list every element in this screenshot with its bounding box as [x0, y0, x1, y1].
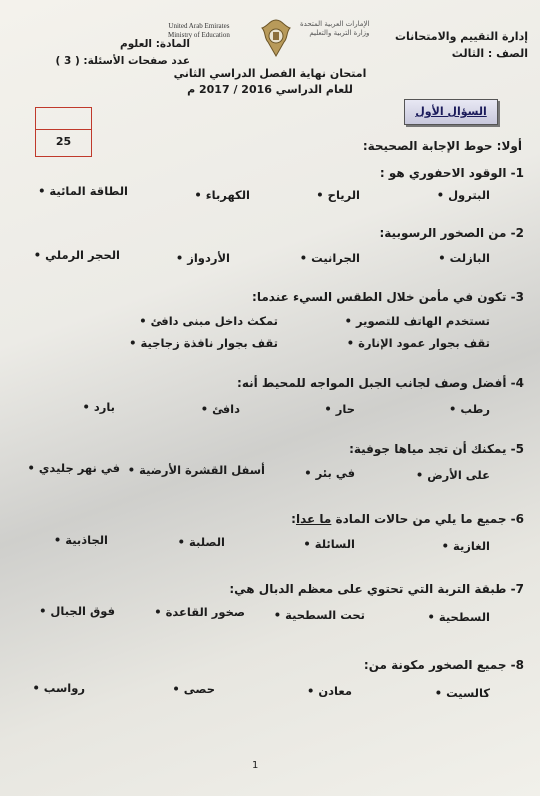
q6-option[interactable]: الغازية •	[442, 539, 490, 553]
q4-option[interactable]: دافئ •	[201, 402, 240, 416]
q8-option[interactable]: حصى •	[172, 682, 215, 696]
q2-option[interactable]: الحجر الرملي •	[34, 248, 120, 262]
q1-option[interactable]: الكهرباء •	[194, 188, 250, 202]
subject-label: المادة: العلوم	[120, 38, 190, 50]
q3-option[interactable]: تستخدم الهاتف للتصوير •	[345, 314, 490, 328]
q4-option[interactable]: حار •	[324, 402, 355, 416]
question-2: 2- من الصخور الرسوبية:	[379, 226, 524, 240]
page-count-label: عدد صفحات الأسئلة: ( 3 )	[55, 55, 190, 67]
instruction: أولا: حوط الإجابة الصحيحة:	[362, 139, 522, 153]
q2-option[interactable]: الأردواز •	[176, 251, 230, 265]
q1-option[interactable]: الطاقة المائية •	[38, 184, 128, 198]
question-6: 6- جميع ما يلي من حالات المادة ما عدا:	[291, 512, 524, 526]
q1-option[interactable]: الرياح •	[316, 188, 360, 202]
q5-option[interactable]: على الأرض •	[416, 468, 490, 482]
q3-option[interactable]: تقف بجوار نافذة زجاجية •	[129, 336, 278, 350]
q2-option[interactable]: البازلت •	[438, 251, 490, 265]
q7-option[interactable]: السطحية •	[428, 610, 490, 624]
score-value: 25	[55, 135, 72, 148]
q7-option[interactable]: تحت السطحية •	[274, 608, 365, 622]
question-8: 8- جميع الصخور مكونة من:	[363, 658, 524, 672]
q6-option[interactable]: الصلبة •	[178, 535, 225, 549]
department-label: إدارة التقييم والامتحانات	[394, 30, 528, 43]
score-box	[35, 107, 92, 157]
q5-option[interactable]: أسفل القشرة الأرضية •	[128, 463, 265, 477]
q3-option[interactable]: تمكث داخل مبنى دافئ •	[139, 314, 278, 328]
uae-emblem-icon	[256, 16, 296, 60]
q4-option[interactable]: رطب •	[449, 402, 490, 416]
question-3: 3- تكون في مأمن خلال الطقس السيء عندما:	[252, 290, 524, 304]
ministry-english: United Arab Emirates Ministry of Education	[168, 22, 230, 39]
q2-option[interactable]: الجرانيت •	[300, 251, 360, 265]
q4-option[interactable]: بارد •	[82, 400, 115, 414]
section-title: السؤال الأول	[415, 105, 487, 118]
question-7: 7- طبقة التربة التي تحتوي على معظم الدبال هي:	[229, 582, 524, 596]
exam-title: امتحان نهاية الفصل الدراسي الثاني للعام الدراسي 2016 / 2017 م	[173, 67, 367, 96]
question-5: 5- يمكنك أن تجد مياها جوفية:	[349, 442, 524, 456]
q5-option[interactable]: في نهر جليدي •	[28, 461, 120, 475]
q7-option[interactable]: فوق الجبال •	[39, 604, 115, 618]
q8-option[interactable]: كالسيت •	[435, 686, 490, 700]
page-number: 1	[252, 760, 259, 771]
question-1: 1- الوقود الاحفوري هو :	[379, 166, 524, 180]
ministry-arabic: الإمارات العربية المتحدة وزارة التربية والتعليم	[300, 20, 370, 37]
header-left	[50, 36, 190, 70]
header-right	[378, 28, 528, 62]
question-4: 4- أفضل وصف لجانب الجبل المواجه للمحيط أنه:	[237, 376, 524, 390]
q8-option[interactable]: معادن •	[307, 684, 352, 698]
q5-option[interactable]: في بئر •	[304, 466, 355, 480]
section-title-box	[404, 99, 498, 125]
q3-option[interactable]: تقف بجوار عمود الإنارة •	[347, 336, 490, 350]
except-underlined: ما عدا	[295, 512, 332, 526]
grade-label: الصف : الثالث	[451, 47, 528, 60]
q1-option[interactable]: البترول •	[437, 188, 490, 202]
q6-option[interactable]: الجاذبية •	[54, 533, 108, 547]
q8-option[interactable]: رواسب •	[32, 681, 85, 695]
q7-option[interactable]: صخور القاعدة •	[154, 605, 245, 619]
q6-option[interactable]: السائلة •	[303, 537, 355, 551]
